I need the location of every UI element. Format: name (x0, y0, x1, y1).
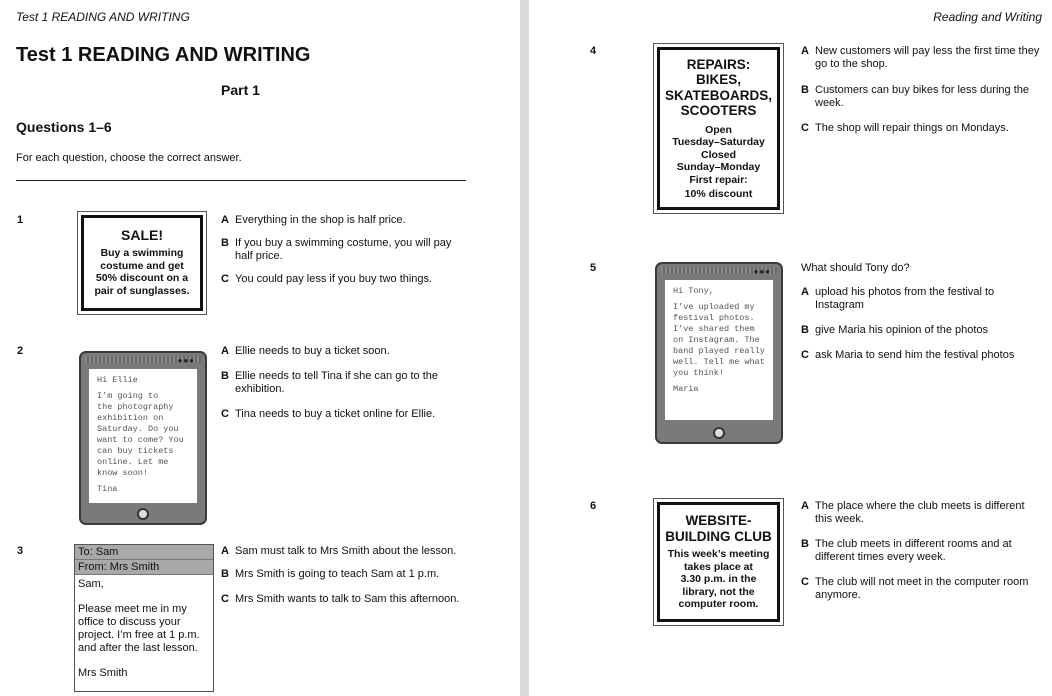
option-a[interactable]: A Sam must talk to Mrs Smith about the lesson. (221, 545, 457, 557)
message-line: online. Let me (97, 457, 169, 467)
divider (16, 180, 466, 181)
option-c[interactable]: C Tina needs to buy a ticket online for Ellie. (221, 408, 436, 420)
question-1-notice (77, 211, 207, 315)
option-a[interactable]: A Everything in the shop is half price. (221, 214, 406, 226)
message-line: on Instagram. The (673, 335, 760, 345)
notice-line: 3.30 p.m. in the (680, 573, 757, 586)
question-1-options (221, 214, 466, 296)
notice-line: Buy a swimming (100, 247, 184, 260)
question-3-options (221, 545, 466, 616)
instruction-text: For each question, choose the correct answer. (16, 152, 242, 164)
notice-line: library, not the (682, 585, 755, 598)
option-c[interactable]: C Mrs Smith wants to talk to Sam this afternoon. (221, 593, 460, 605)
notice-line: Closed (700, 148, 736, 161)
question-4-number: 4 (590, 45, 597, 57)
part-heading: Part 1 (221, 82, 260, 98)
notice-line: computer room. (678, 598, 759, 611)
home-button-icon (713, 427, 725, 439)
message-line: I’ve uploaded my (673, 302, 755, 312)
option-c[interactable]: C The shop will repair things on Mondays. (801, 122, 1009, 134)
question-2-phone (79, 351, 207, 525)
option-b[interactable]: B Customers can buy bikes for less during the week. (801, 84, 1029, 109)
option-c[interactable]: C The club will not meet in the computer room anymore. (801, 576, 1029, 601)
option-a[interactable]: A New customers will pay less the first time they go to the shop. (801, 45, 1040, 70)
option-c[interactable]: C ask Maria to send him the festival photos (801, 349, 1015, 361)
option-c[interactable]: C You could pay less if you buy two things. (221, 273, 433, 285)
notice-line: costume and get (100, 259, 184, 272)
question-2-number: 2 (17, 345, 24, 357)
message-line: know soon! (97, 468, 149, 478)
notice-heading: SALE! (121, 226, 163, 243)
question-6-number: 6 (590, 500, 597, 512)
question-1-number: 1 (17, 214, 24, 226)
message-signature: Tina (97, 484, 118, 494)
email-from: From: Mrs Smith (75, 560, 213, 575)
page-title: Test 1 READING AND WRITING (16, 44, 311, 66)
running-head-right: Reading and Writing (933, 10, 1042, 24)
message-line: well. Tell me what (673, 357, 765, 367)
notice-line: 10% discount (684, 188, 753, 200)
message-line: festival photos. (673, 313, 755, 323)
notice-line: Open (705, 123, 732, 136)
question-4-options (801, 45, 1041, 145)
email-greeting: Sam, (78, 578, 104, 590)
message-line: you think! (673, 368, 725, 378)
question-3-email (74, 544, 214, 692)
running-head-left: Test 1 READING AND WRITING (16, 10, 190, 24)
question-5-options (801, 262, 1041, 372)
notice-line: This week’s meeting (667, 548, 770, 561)
message-line: band played really (673, 346, 765, 356)
phone-screen (665, 280, 773, 420)
email-body (75, 575, 213, 695)
message-line: exhibition on (97, 413, 164, 423)
message-line: the photography (97, 402, 174, 412)
notice-line: Sunday–Monday (676, 161, 761, 173)
left-page (0, 0, 520, 696)
notice-heading: WEBSITE- BUILDING CLUB (665, 513, 772, 544)
option-b[interactable]: B If you buy a swimming costume, you will pay half price. (221, 237, 452, 262)
notice-line: 50% discount on a (95, 272, 189, 285)
message-line: can buy tickets (97, 446, 174, 456)
question-3-number: 3 (17, 545, 24, 557)
email-to: To: Sam (75, 545, 213, 560)
notice-heading: REPAIRS: BIKES, SKATEBOARDS, SCOOTERS (664, 56, 772, 118)
question-5-phone (655, 262, 783, 444)
option-a[interactable]: A Ellie needs to buy a ticket soon. (221, 345, 390, 357)
question-6-notice (653, 498, 784, 626)
option-b[interactable]: B Ellie needs to tell Tina if she can go to the exhibition. (221, 370, 439, 395)
message-line: I’m going to (97, 391, 159, 401)
question-2-options (221, 345, 466, 431)
phone-camera-icon: ●●● (177, 356, 195, 365)
question-4-notice (653, 43, 784, 214)
message-line: Saturday. Do you (97, 424, 179, 434)
question-5-number: 5 (590, 262, 597, 274)
option-b[interactable]: B give Maria his opinion of the photos (801, 324, 989, 336)
option-b[interactable]: B The club meets in different rooms and at different times every week. (801, 538, 1012, 563)
message-line: want to come? You (97, 435, 184, 445)
option-a[interactable]: A The place where the club meets is different this week. (801, 500, 1025, 525)
email-line: and after the last lesson. (78, 642, 198, 654)
email-signature: Mrs Smith (78, 667, 128, 679)
phone-camera-icon: ●●● (753, 267, 771, 276)
message-line: I’ve shared them (673, 324, 755, 334)
notice-line: pair of sunglasses. (94, 284, 190, 297)
message-signature: Maria (673, 384, 699, 394)
option-b[interactable]: B Mrs Smith is going to teach Sam at 1 p.m. (221, 568, 440, 580)
phone-screen (89, 369, 197, 503)
email-line: office to discuss your (78, 616, 181, 628)
email-line: project. I’m free at 1 p.m. (78, 629, 200, 641)
question-6-options (801, 500, 1041, 612)
notice-line: Tuesday–Saturday (672, 136, 765, 148)
right-page (529, 0, 1052, 696)
email-line: Please meet me in my (78, 603, 187, 615)
option-a[interactable]: A upload his photos from the festival to Instagram (801, 286, 995, 311)
question-5-prompt: What should Tony do? (801, 262, 910, 274)
home-button-icon (137, 508, 149, 520)
notice-line: takes place at (684, 560, 753, 573)
questions-heading: Questions 1–6 (16, 119, 112, 135)
message-greeting: Hi Tony, (673, 286, 714, 296)
notice-line: First repair: (689, 173, 748, 186)
message-greeting: Hi Ellie (97, 375, 138, 385)
